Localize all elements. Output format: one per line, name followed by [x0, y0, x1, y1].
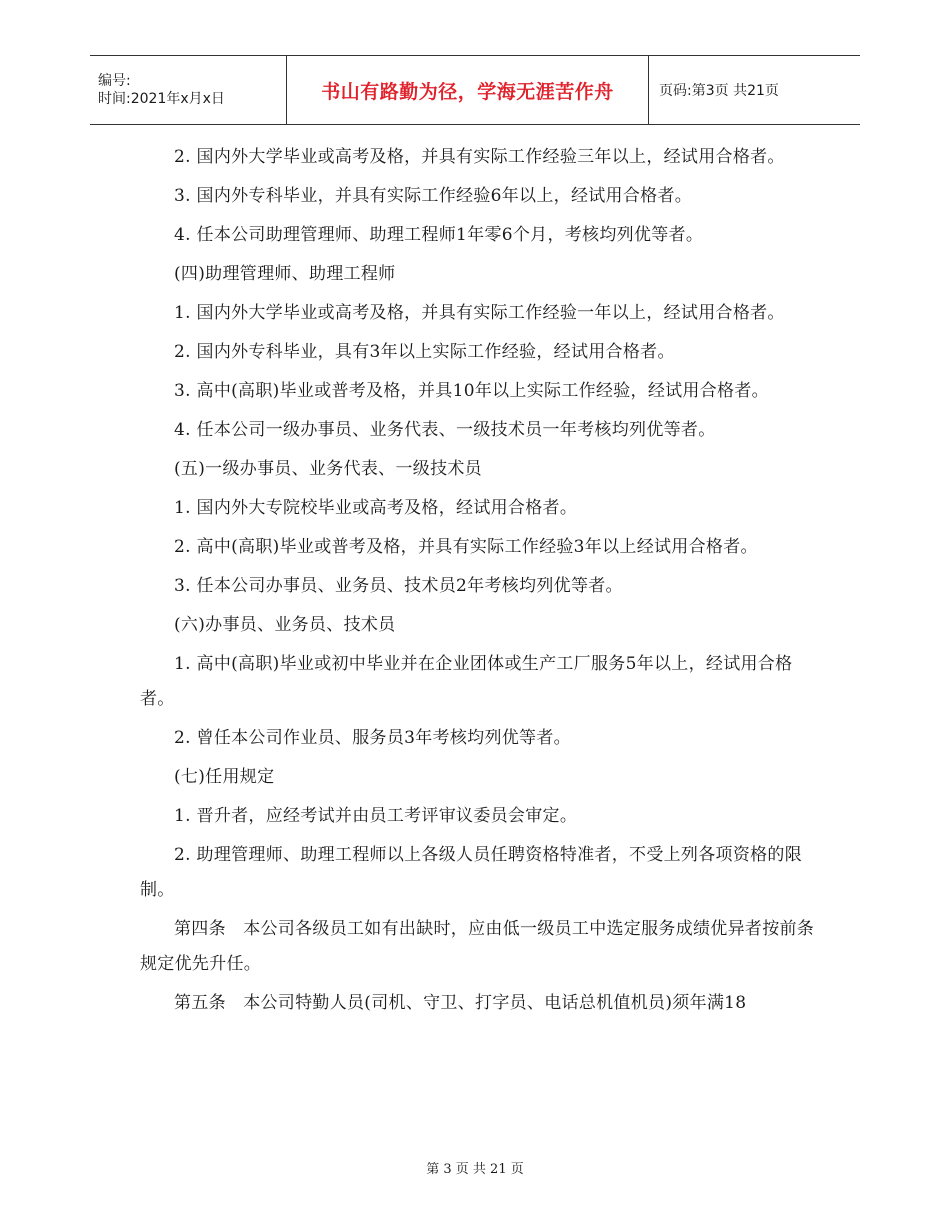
header-meta: [90, 56, 286, 124]
paragraph: 3. 高中(高职)毕业或普考及格，并具10年以上实际工作经验，经试用合格者。: [174, 381, 769, 401]
paragraph: 3. 国内外专科毕业，并具有实际工作经验6年以上，经试用合格者。: [174, 186, 693, 206]
paragraph: 1. 晋升者，应经考试并由员工考评审议委员会审定。: [174, 806, 578, 826]
header-motto: 书山有路勤为径，学海无涯苦作舟: [321, 80, 614, 103]
paragraph: 3. 任本公司办事员、业务员、技术员2年考核均列优等者。: [174, 576, 623, 596]
section-heading: (五)一级办事员、业务代表、一级技术员: [174, 459, 482, 479]
paragraph: 4. 任本公司一级办事员、业务代表、一级技术员一年考核均列优等者。: [174, 420, 716, 440]
header-page-info-cell: [649, 56, 860, 124]
header-page-info: 页码:第3页 共21页: [659, 83, 779, 99]
paragraph: 2. 国内外大学毕业或高考及格，并具有实际工作经验三年以上，经试用合格者。: [174, 147, 785, 167]
paragraph: 2. 国内外专科毕业，具有3年以上实际工作经验，经试用合格者。: [174, 342, 675, 362]
page-header: [90, 55, 860, 125]
document-body: [140, 140, 816, 1025]
paragraph: 2. 助理管理师、助理工程师以上各级人员任聘资格特准者，不受上列各项资格的限制。: [140, 845, 803, 900]
section-heading: (六)办事员、业务员、技术员: [174, 615, 396, 635]
page-footer: [0, 1158, 950, 1177]
footer-page-number: 第 3 页 共 21 页: [426, 1162, 524, 1177]
paragraph: 1. 高中(高职)毕业或初中毕业并在企业团体或生产工厂服务5年以上，经试用合格者。: [140, 654, 793, 709]
paragraph: 2. 曾任本公司作业员、服务员3年考核均列优等者。: [174, 728, 571, 748]
paragraph: 1. 国内外大学毕业或高考及格，并具有实际工作经验一年以上，经试用合格者。: [174, 303, 785, 323]
paragraph: 1. 国内外大专院校毕业或高考及格，经试用合格者。: [174, 498, 578, 518]
article-paragraph: 第四条 本公司各级员工如有出缺时，应由低一级员工中选定服务成绩优异者按前条规定优先升任。: [140, 919, 815, 974]
article-paragraph: 第五条 本公司特勤人员(司机、守卫、打字员、电话总机值机员)须年满18: [174, 993, 747, 1013]
header-motto-cell: [286, 56, 649, 124]
section-heading: (四)助理管理师、助理工程师: [174, 264, 396, 284]
document-time-label: 时间:2021年x月x日: [98, 91, 225, 107]
document-number-label: 编号:: [98, 73, 131, 89]
section-heading: (七)任用规定: [174, 767, 275, 787]
paragraph: 4. 任本公司助理管理师、助理工程师1年零6个月，考核均列优等者。: [174, 225, 704, 245]
paragraph: 2. 高中(高职)毕业或普考及格，并具有实际工作经验3年以上经试用合格者。: [174, 537, 758, 557]
